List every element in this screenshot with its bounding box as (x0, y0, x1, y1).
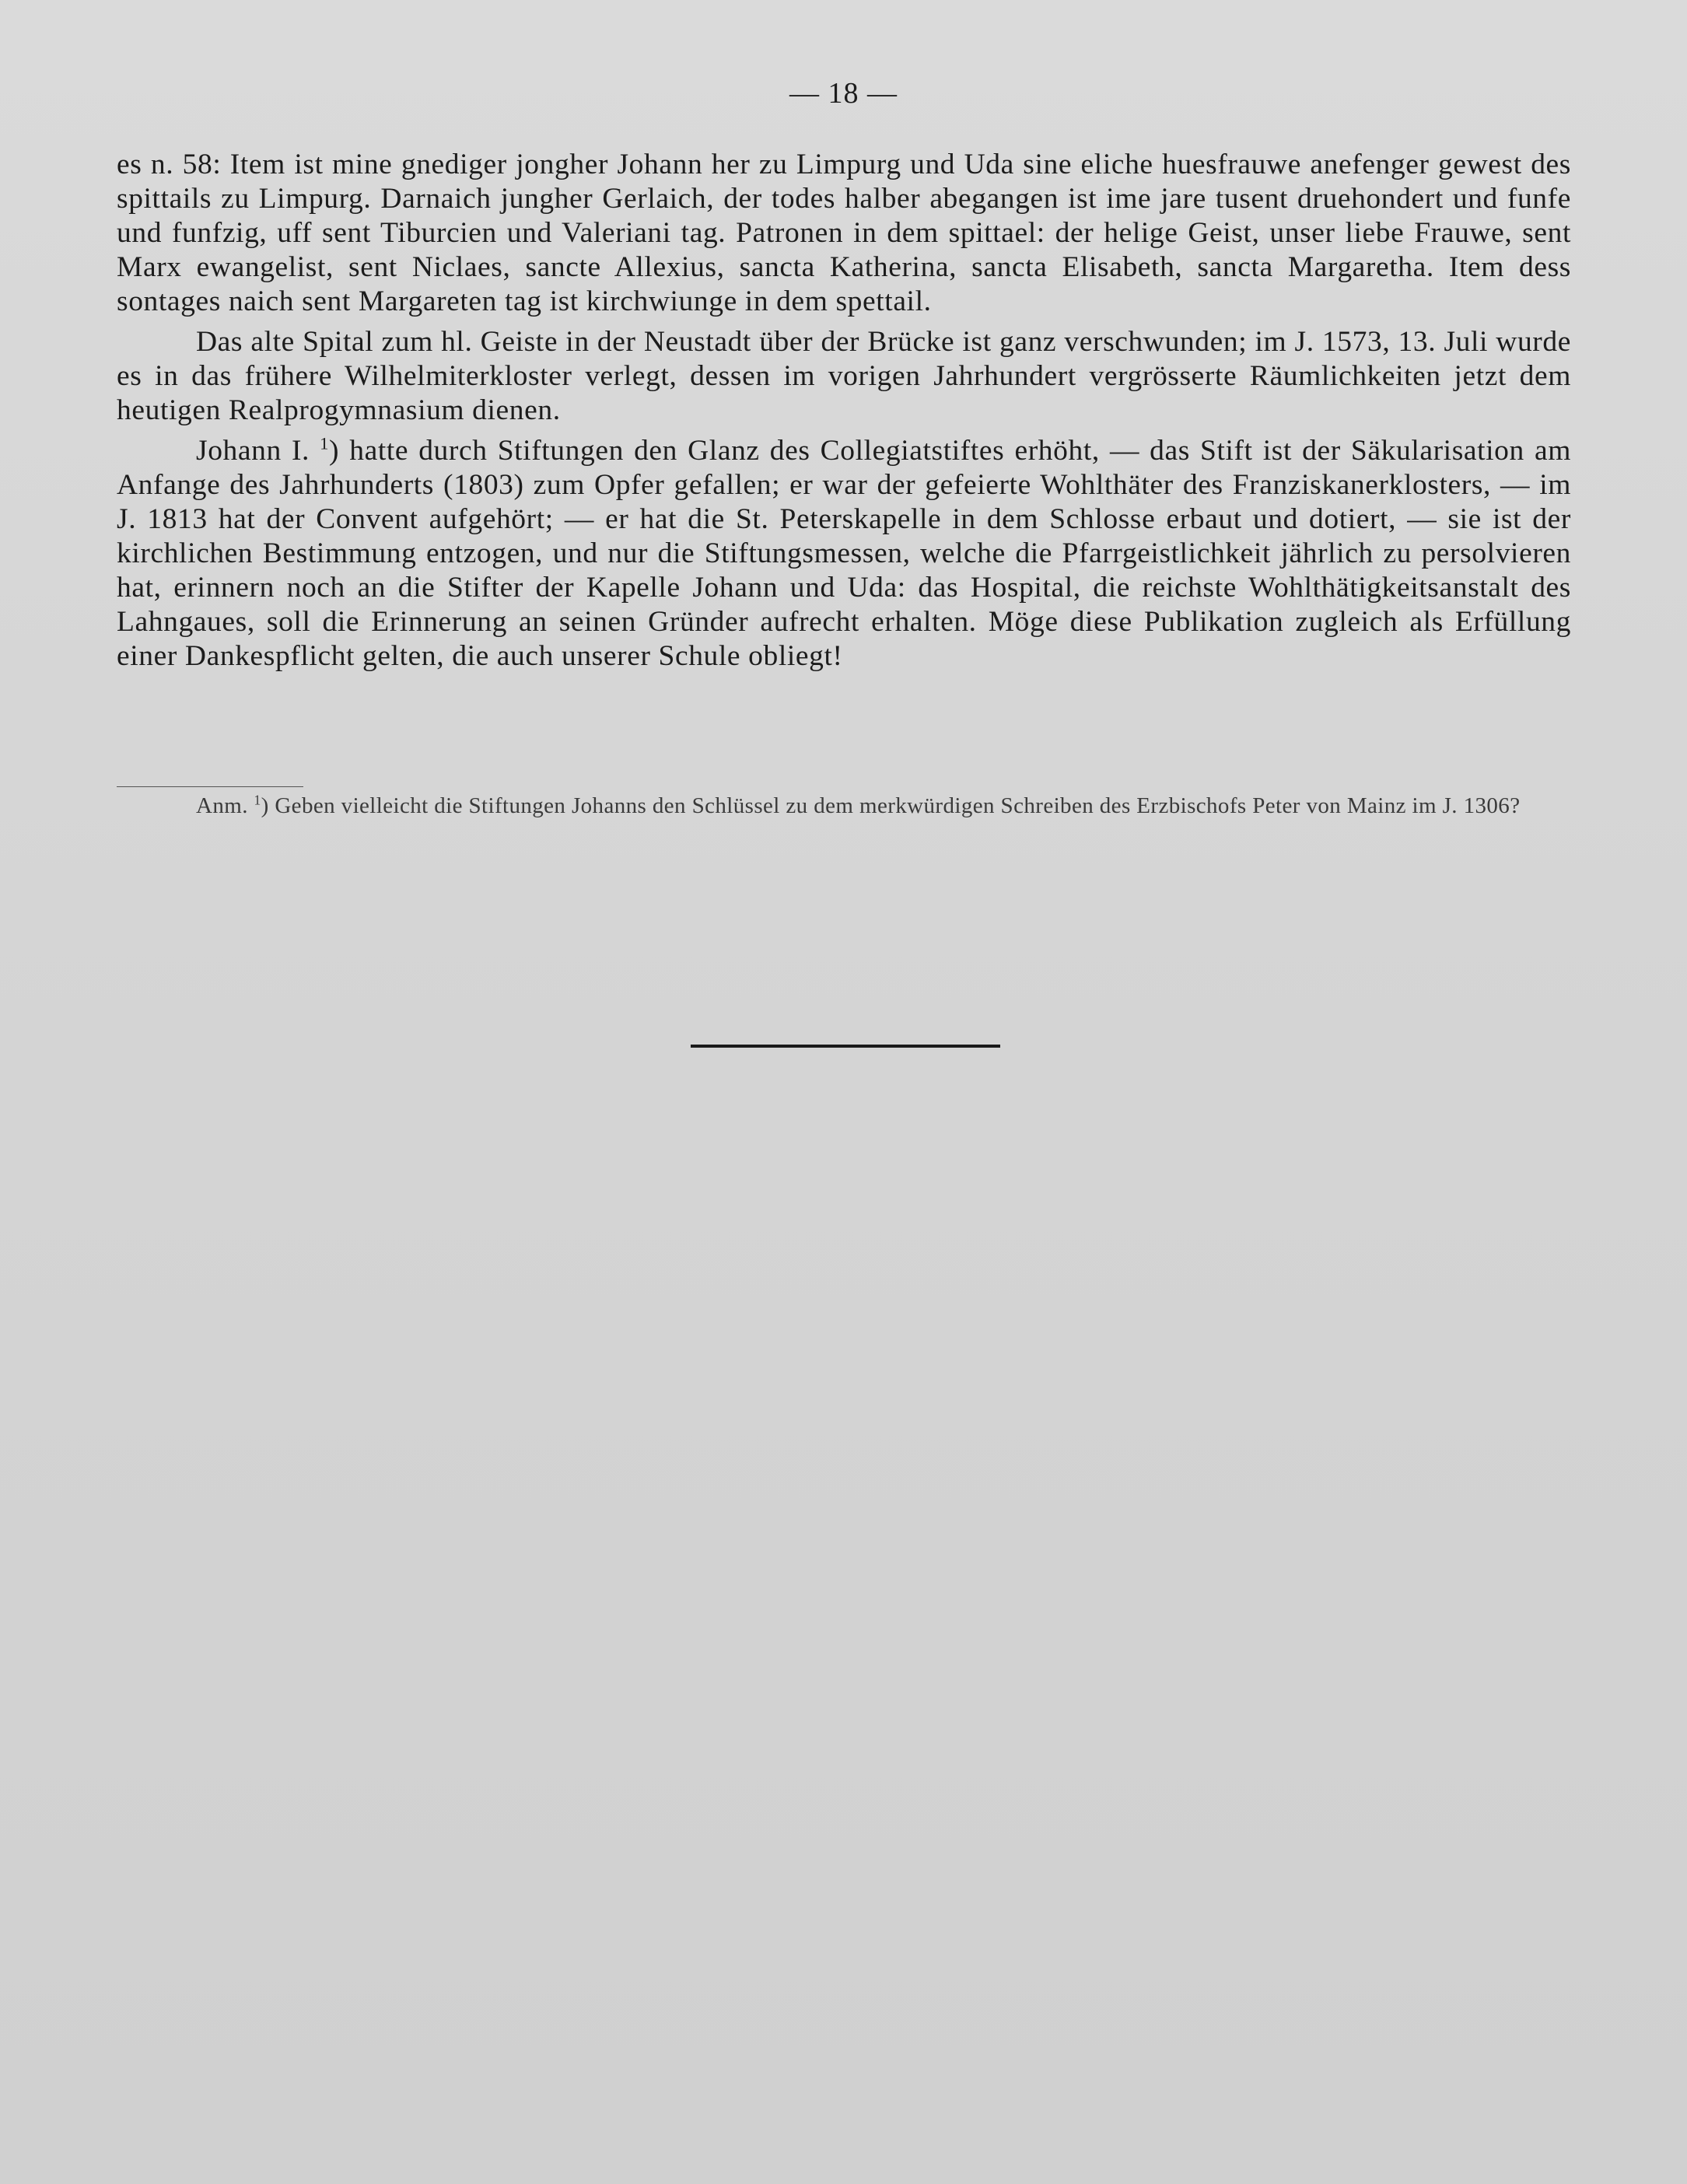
end-of-text-rule (691, 1045, 1000, 1048)
footnote-mark: 1 (254, 792, 261, 808)
footnote-label: Anm. (196, 793, 248, 818)
body-text (117, 148, 1571, 680)
paragraph-johann (117, 434, 1571, 674)
paragraph-quote: es n. 58: Item ist mine gnediger jongher Johann her zu Limpurg und Uda sine eliche huesfrauwe anefenger gewest des spittails zu Limpurg. Darnaich jungher Gerlaich, der todes halber abegangen ist ime jare tusent druehondert und funfe und funfzig, uff sent Tiburcien und Valeriani tag. Patronen in dem spittael: der helige Geist, unser liebe Frauwe, sent Marx ewangelist, sent Niclaes, sancte Allexius, sancta Katherina, sancta Elisabeth, sancta Margaretha. Item dess sontages naich sent Margareten tag ist kirchwiunge in dem spettail. (117, 149, 1571, 317)
footnote-separator (117, 786, 303, 787)
page-number: — 18 — (789, 77, 898, 110)
paragraph-johann-text: ) hatte durch Stiftungen den Glanz des Collegiatstiftes erhöht, — das Stift ist der Säkularisation am Anfange des Jahrhunderts (1803) zum Opfer gefallen; er war der gefeierte Wohlthäter des Franziskanerklosters, — im J. 1813 hat der Convent aufgehört; — er hat die St. Peterskapelle in dem Schlosse erbaut und dotiert, — sie ist der kirchlichen Bestimmung entzogen, und nur die Stiftungsmessen, welche die Pfarrgeistlichkeit jährlich zu persolvieren hat, erinnern noch an die Stifter der Kapelle Johann und Uda: das Hospital, die reichste Wohlthätigkeitsanstalt des Lahngaues, soll die Erinnerung an seinen Gründer aufrecht erhalten. Möge diese Publikation zugleich als Erfüllung einer Dankespflicht gelten, die auch unserer Schule obliegt! (117, 435, 1571, 672)
footnote-text: ) Geben vielleicht die Stiftungen Johanns den Schlüssel zu dem merkwürdigen Schreiben des Erzbischofs Peter von Mainz im J. 1306? (261, 793, 1521, 818)
paragraph-johann-lead: Johann I. (196, 435, 310, 467)
footnote (117, 792, 1571, 821)
footnote-reference[interactable]: 1 (320, 433, 330, 453)
paragraph-spital: Das alte Spital zum hl. Geiste in der Neustadt über der Brücke ist ganz verschwunden; im J. 1573, 13. Juli wurde es in das frühere Wilhelmiterkloster verlegt, dessen im vorigen Jahrhundert vergrösserte Räumlichkeiten jetzt dem heutigen Realprogymnasium dienen. (117, 326, 1571, 426)
